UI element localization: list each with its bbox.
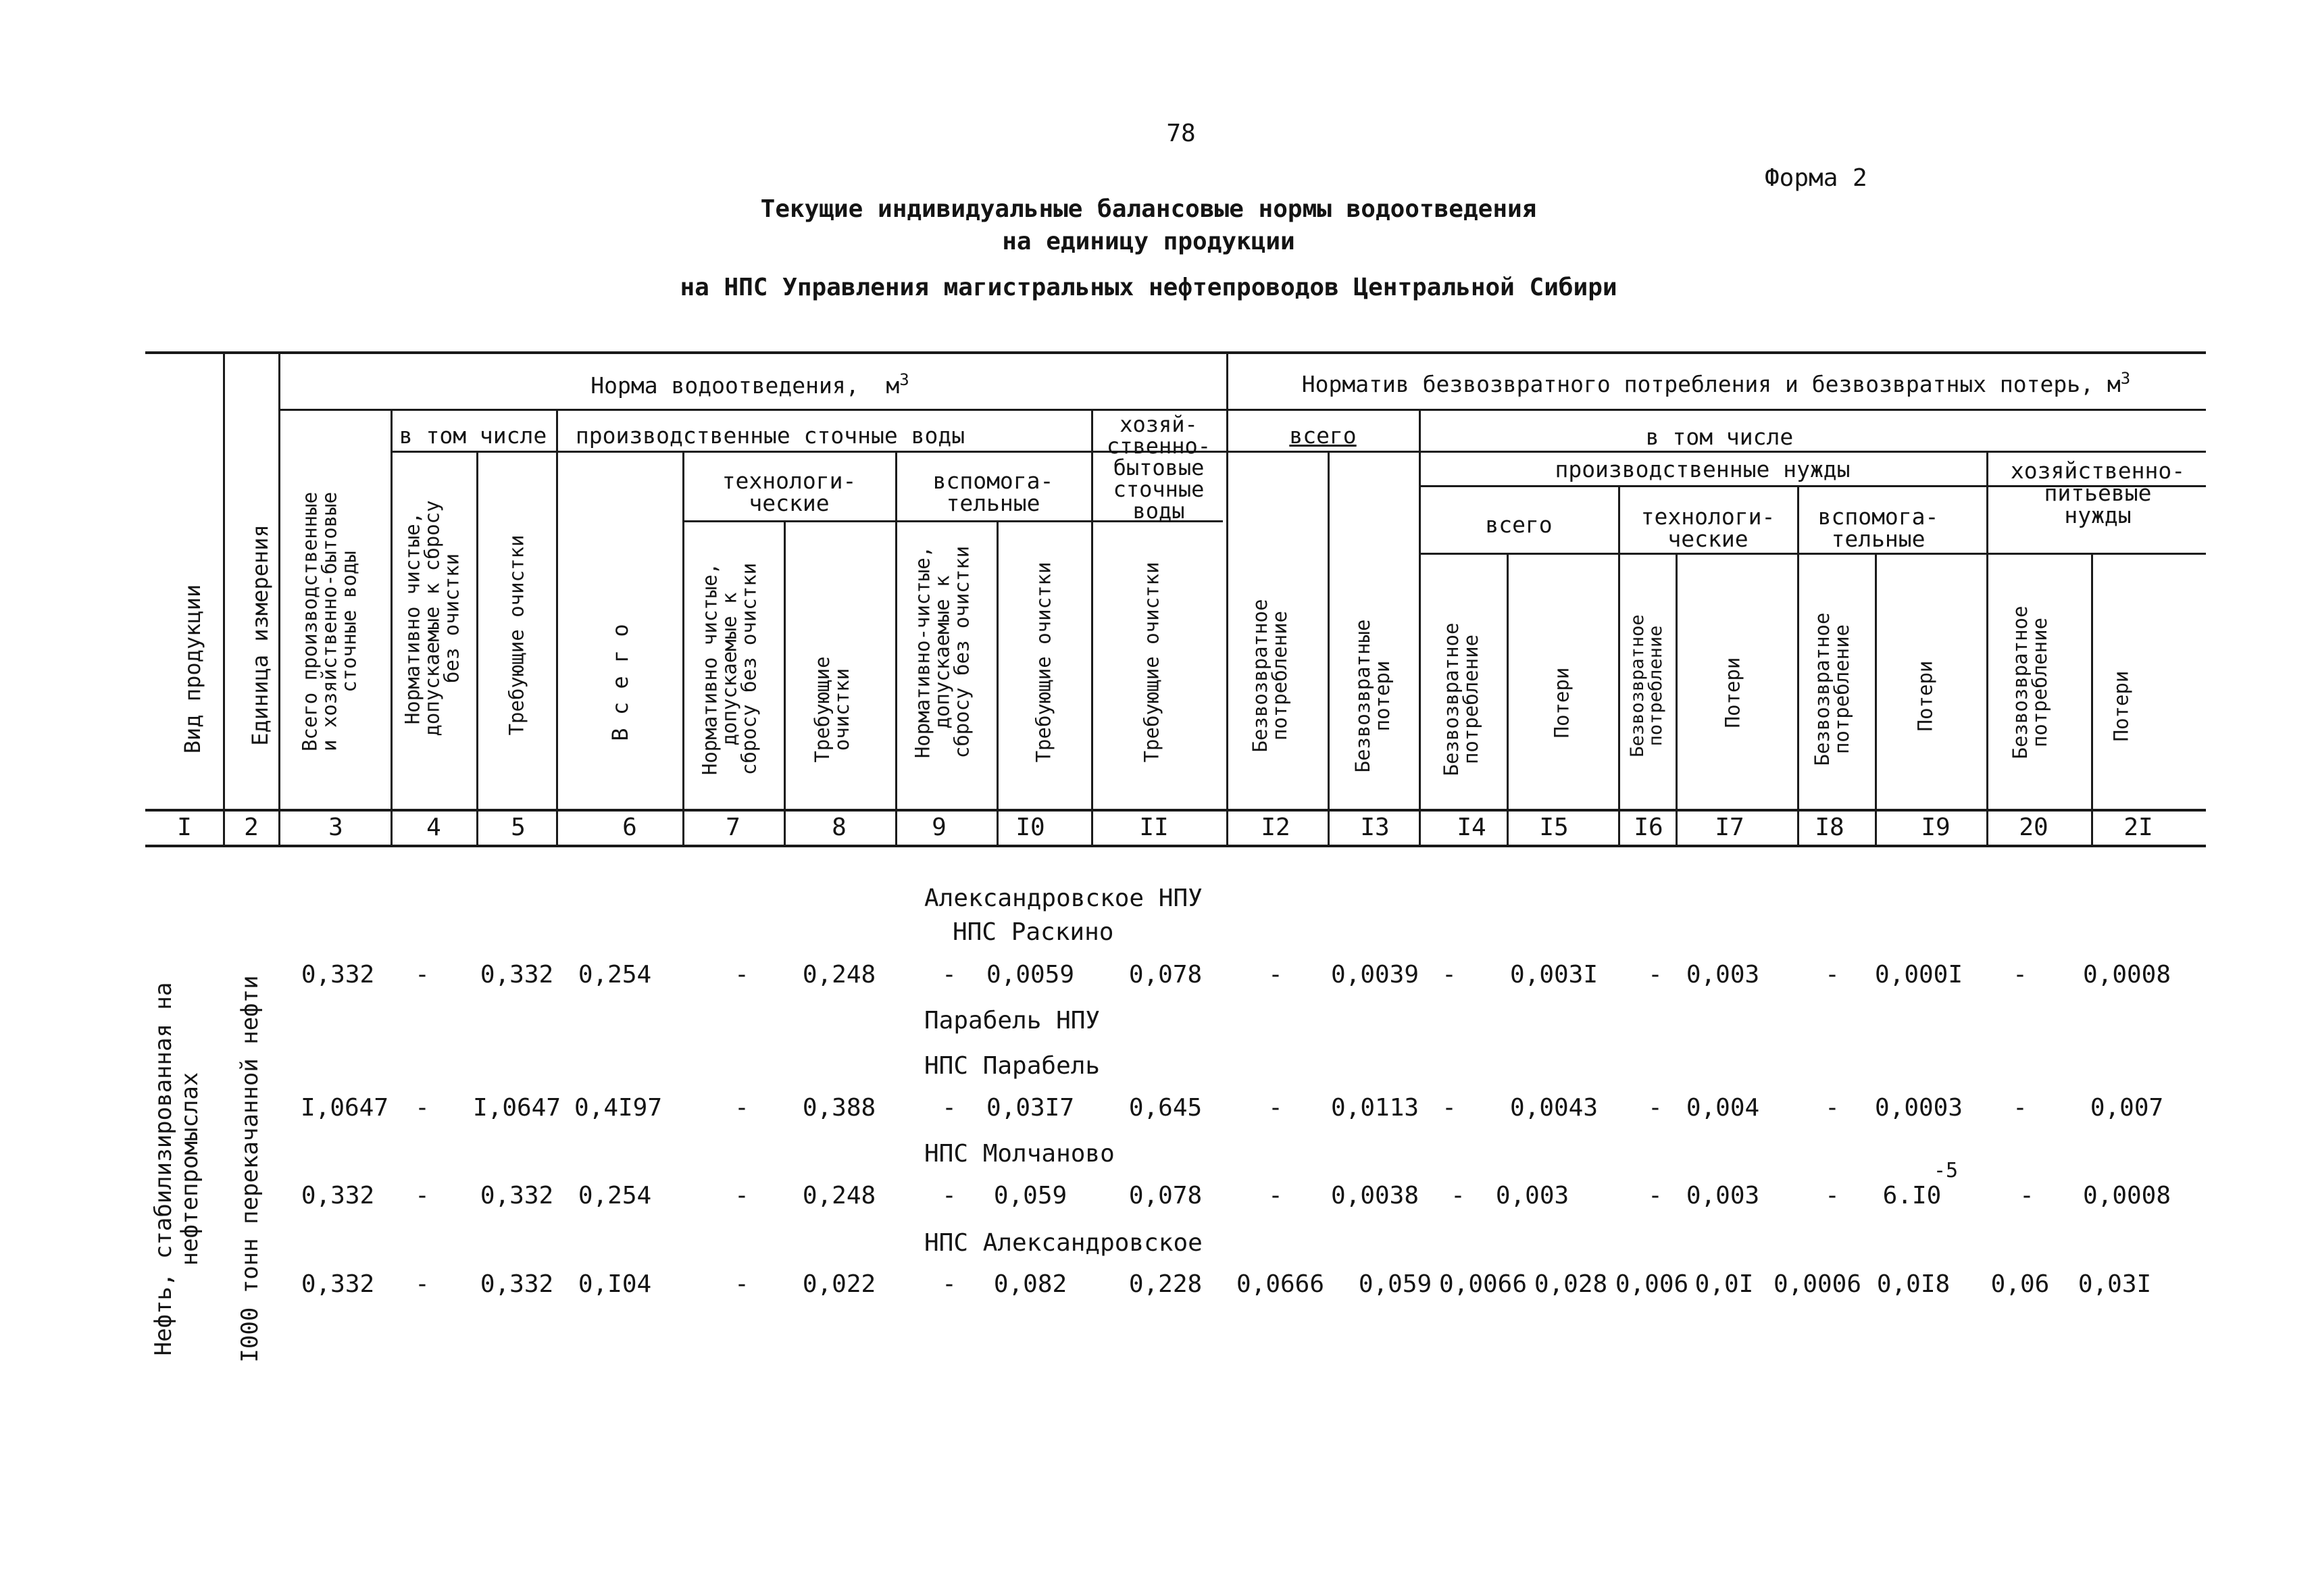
cell: 0,059 — [993, 1182, 1067, 1210]
unit-measure-label: I000 тонн перекачанной нефти — [236, 975, 263, 1363]
col-header-vsego: В с е г о — [607, 624, 633, 741]
column-number: II — [1139, 814, 1169, 841]
col-header-norm-chistye-7: Нормативно чистые, допускаемые к сбросу без очистки — [698, 562, 761, 776]
cell: 0,078 — [1128, 961, 1203, 989]
cell: - — [1451, 1182, 1465, 1210]
col-header-trebuyushchie-5: Требующие очистки — [505, 534, 528, 736]
vline-15 — [1618, 485, 1620, 845]
cell: - — [734, 1182, 749, 1210]
cell: 0,03I7 — [986, 1094, 1075, 1122]
section-subtitle: НПС Александровское — [924, 1229, 1203, 1257]
section-subtitle: НПС Парабель — [924, 1052, 1101, 1080]
column-number: I9 — [1921, 814, 1951, 841]
cell: 0,082 — [993, 1270, 1067, 1298]
cell: - — [1268, 1182, 1283, 1210]
col-header-bezvozvr-potreblenie-14: Безвозвратное потребление — [1440, 622, 1482, 776]
section-title: Александровское НПУ — [924, 884, 1203, 912]
col-header-bezvozvr-potreblenie-20: Безвозвратное потребление — [2009, 605, 2051, 759]
proizv-stochnye-header: производственные сточные воды — [575, 422, 965, 449]
column-number: 3 — [328, 814, 343, 841]
section-subtitle: НПС Раскино — [953, 918, 1114, 946]
subtitle: на НПС Управления магистральных нефтепроводов Центральной Сибири — [680, 274, 1617, 301]
cell: 0,06 — [1990, 1270, 2050, 1298]
cell: 0,0066 — [1438, 1270, 1528, 1298]
cell: 0,059 — [1358, 1270, 1432, 1298]
vline-6 — [682, 451, 684, 845]
column-number: 2 — [244, 814, 259, 841]
khoz-pitevye-header: хозяйственно- питьевые нужды — [2010, 457, 2186, 528]
norma-vodootvedeniya-header: Норма водоотведения, $м^3$ — [590, 370, 909, 399]
col-header-poteri-17: Потери — [1721, 657, 1744, 728]
cell: 0,003 — [1686, 961, 1760, 989]
col-header-bezvozvr-potreblenie-18: Безвозвратное потребление — [1811, 612, 1853, 766]
cell: - — [1648, 1094, 1663, 1122]
rule-under-subgroups — [391, 451, 2206, 453]
cell: - — [1442, 961, 1457, 989]
cell: 0,0008 — [2082, 961, 2171, 989]
column-number: 20 — [2019, 814, 2048, 841]
col-header-poteri-15: Потери — [1550, 667, 1574, 739]
cell: - — [415, 1182, 430, 1210]
cell: - — [1825, 1094, 1840, 1122]
cell: 0,006 — [1615, 1270, 1689, 1298]
normativ-bezvozvratnogo-header: Норматив безвозвратного потребления и безвозвратных потерь, $м^3$ — [1301, 369, 2131, 397]
cell: - — [1825, 1182, 1840, 1210]
cell: - — [1268, 1094, 1283, 1122]
vline-9 — [997, 520, 999, 845]
column-number: 8 — [832, 814, 847, 841]
cell: 0,332 — [480, 961, 554, 989]
vline-20 — [2091, 553, 2093, 845]
cell: 0,0I — [1694, 1270, 1754, 1298]
cell: 0,004 — [1686, 1094, 1760, 1122]
vline-16 — [1676, 553, 1678, 845]
section-title: Парабель НПУ — [924, 1007, 1101, 1034]
cell: 0,003 — [1686, 1182, 1760, 1210]
col-header-bezvozvr-potreblenie-12: Безвозвратное потребление — [1249, 599, 1291, 753]
vline-13 — [1419, 409, 1421, 845]
v-tom-chisle-header: в том числе — [399, 422, 547, 449]
cell: 0,0113 — [1330, 1094, 1419, 1122]
vline-5 — [556, 409, 558, 845]
col-header-trebuyushchie-8: Требующие очистки — [811, 656, 853, 763]
cell: 0,022 — [802, 1270, 876, 1298]
col-header-vid-produkcii: Вид продукции — [180, 584, 205, 754]
title-line1: Текущие индивидуальные балансовые нормы водоотведения — [760, 195, 1537, 223]
cell: 0,0008 — [2082, 1182, 2171, 1210]
cell: 0,254 — [578, 1182, 652, 1210]
vline-7 — [784, 520, 786, 845]
column-number: I2 — [1261, 814, 1290, 841]
cell: 0,645 — [1128, 1094, 1203, 1122]
column-number: I8 — [1815, 814, 1844, 841]
cell: 0,248 — [802, 961, 876, 989]
page-number: 78 — [1166, 120, 1196, 147]
product-label: Нефть, стабилизированная на нефтепромыслах — [149, 982, 203, 1356]
cell: 0,332 — [301, 1182, 375, 1210]
cell: - — [734, 1094, 749, 1122]
cell: 0,003 — [1495, 1182, 1569, 1210]
cell: 0,003I — [1509, 961, 1599, 989]
cell: I,0647 — [300, 1094, 389, 1122]
cell: 0,388 — [802, 1094, 876, 1122]
vspomogatelnye-header: вспомога- тельные — [932, 468, 1054, 516]
cell: 0,248 — [802, 1182, 876, 1210]
cell: - — [942, 1094, 957, 1122]
vline-17 — [1797, 485, 1799, 845]
cell: - — [1268, 961, 1283, 989]
rule-below-colnums — [145, 845, 2206, 847]
cell: - — [415, 1094, 430, 1122]
vline-12 — [1328, 451, 1330, 845]
cell: 0,I04 — [578, 1270, 652, 1298]
vsego-pn-header: всего — [1485, 512, 1553, 538]
vspomogatelnye-right-header: вспомога- тельные — [1817, 503, 1939, 552]
cell: 0,332 — [480, 1270, 554, 1298]
cell: - — [2013, 961, 2028, 989]
col-header-trebuyushchie-11: Требующие очистки — [1140, 562, 1163, 763]
column-number: 4 — [426, 814, 441, 841]
cell: - — [942, 1182, 957, 1210]
column-number: I4 — [1457, 814, 1486, 841]
col-header-bezvozvr-potreblenie-16: Безвозвратное потребление — [1627, 614, 1666, 757]
vline-11 — [1226, 351, 1228, 845]
cell: 0,03I — [2078, 1270, 2152, 1298]
cell: - — [1648, 1182, 1663, 1210]
column-number: 7 — [726, 814, 740, 841]
cell: 0,0039 — [1330, 961, 1419, 989]
col-header-trebuyushchie-10: Требующие очистки — [1032, 562, 1055, 763]
table-top-rule — [145, 351, 2206, 354]
v-tom-chisle-right-header: в том числе — [1645, 424, 1794, 450]
proizv-nuzhdy-header: производственные нужды — [1555, 456, 1851, 482]
cell: 0,028 — [1534, 1270, 1608, 1298]
vsego-right-header: всего — [1289, 422, 1357, 449]
cell: 0,0003 — [1874, 1094, 1963, 1122]
cell: 0,4I97 — [574, 1094, 663, 1122]
section-subtitle: НПС Молчаново — [924, 1140, 1115, 1168]
exponent-superscript: -5 — [1933, 1159, 1959, 1182]
cell: 0,254 — [578, 961, 652, 989]
cell: 0,0038 — [1330, 1182, 1419, 1210]
col-header-bezvozvr-poteri-13: Безвозвратные потери — [1351, 619, 1394, 773]
column-number: 2I — [2123, 814, 2153, 841]
vline-19 — [1986, 451, 1988, 845]
cell: - — [2013, 1094, 2028, 1122]
cell: - — [942, 1270, 957, 1298]
cell: - — [1648, 961, 1663, 989]
col-header-vsego-proizv: Всего производственные и хозяйственно-бытовые сточные воды — [298, 491, 361, 752]
cell: - — [1825, 961, 1840, 989]
rule-under-group-headers — [278, 409, 2206, 411]
vline-18 — [1875, 553, 1877, 845]
cell: 0,0043 — [1509, 1094, 1599, 1122]
column-number: I7 — [1715, 814, 1744, 841]
rule-under-right-subheads — [1419, 553, 2206, 555]
column-number: 6 — [622, 814, 637, 841]
cell: - — [2019, 1182, 2034, 1210]
cell: - — [734, 961, 749, 989]
column-number: I5 — [1539, 814, 1569, 841]
vline-3 — [391, 409, 393, 845]
cell: - — [942, 961, 957, 989]
form-label: Форма 2 — [1765, 164, 1867, 192]
vline-4 — [476, 451, 478, 845]
cell: 0,332 — [480, 1182, 554, 1210]
cell: - — [415, 1270, 430, 1298]
col-header-norm-chistye-9: Нормативно-чистые, допускаемые к сбросу без очистки — [911, 545, 974, 759]
cell: - — [1442, 1094, 1457, 1122]
col-header-edinica: Единица измерения — [247, 524, 273, 746]
column-number: I — [177, 814, 192, 841]
cell: 0,000I — [1874, 961, 1963, 989]
col-header-poteri-19: Потери — [1913, 660, 1937, 732]
column-number: I3 — [1360, 814, 1390, 841]
cell: 0,007 — [2090, 1094, 2164, 1122]
column-number: 9 — [932, 814, 947, 841]
cell: 0,0059 — [986, 961, 1075, 989]
col-header-normativno-chistye: Нормативно чистые, допускаемые к сбросу без очистки — [401, 500, 463, 737]
vline-8 — [895, 451, 897, 845]
cell: - — [734, 1270, 749, 1298]
vline-14 — [1507, 553, 1509, 845]
cell: 0,0666 — [1236, 1270, 1325, 1298]
col-header-poteri-21: Потери — [2109, 670, 2133, 742]
title-line2: на единицу продукции — [1002, 228, 1295, 255]
column-number: 5 — [511, 814, 526, 841]
cell: 0,078 — [1128, 1182, 1203, 1210]
cell: 0,332 — [301, 1270, 375, 1298]
tekhnologicheskie-right-header: технологи- ческие — [1640, 503, 1776, 552]
rule-above-colnums — [145, 809, 2206, 812]
cell: 0,0006 — [1773, 1270, 1862, 1298]
cell: - — [415, 961, 430, 989]
cell: 0,228 — [1128, 1270, 1203, 1298]
cell: 6.I0 — [1882, 1182, 1942, 1210]
vline-1 — [223, 351, 225, 845]
khoz-bytovye-header: хозяй- ственно- бытовые сточные воды — [1106, 412, 1211, 524]
tekhnologicheskie-header: технологи- ческие — [722, 468, 857, 516]
vline-10 — [1091, 409, 1093, 845]
column-number: I6 — [1634, 814, 1663, 841]
vline-2 — [278, 351, 280, 845]
cell: I,0647 — [472, 1094, 561, 1122]
cell: 0,0I8 — [1876, 1270, 1951, 1298]
cell: 0,332 — [301, 961, 375, 989]
column-number: I0 — [1015, 814, 1045, 841]
